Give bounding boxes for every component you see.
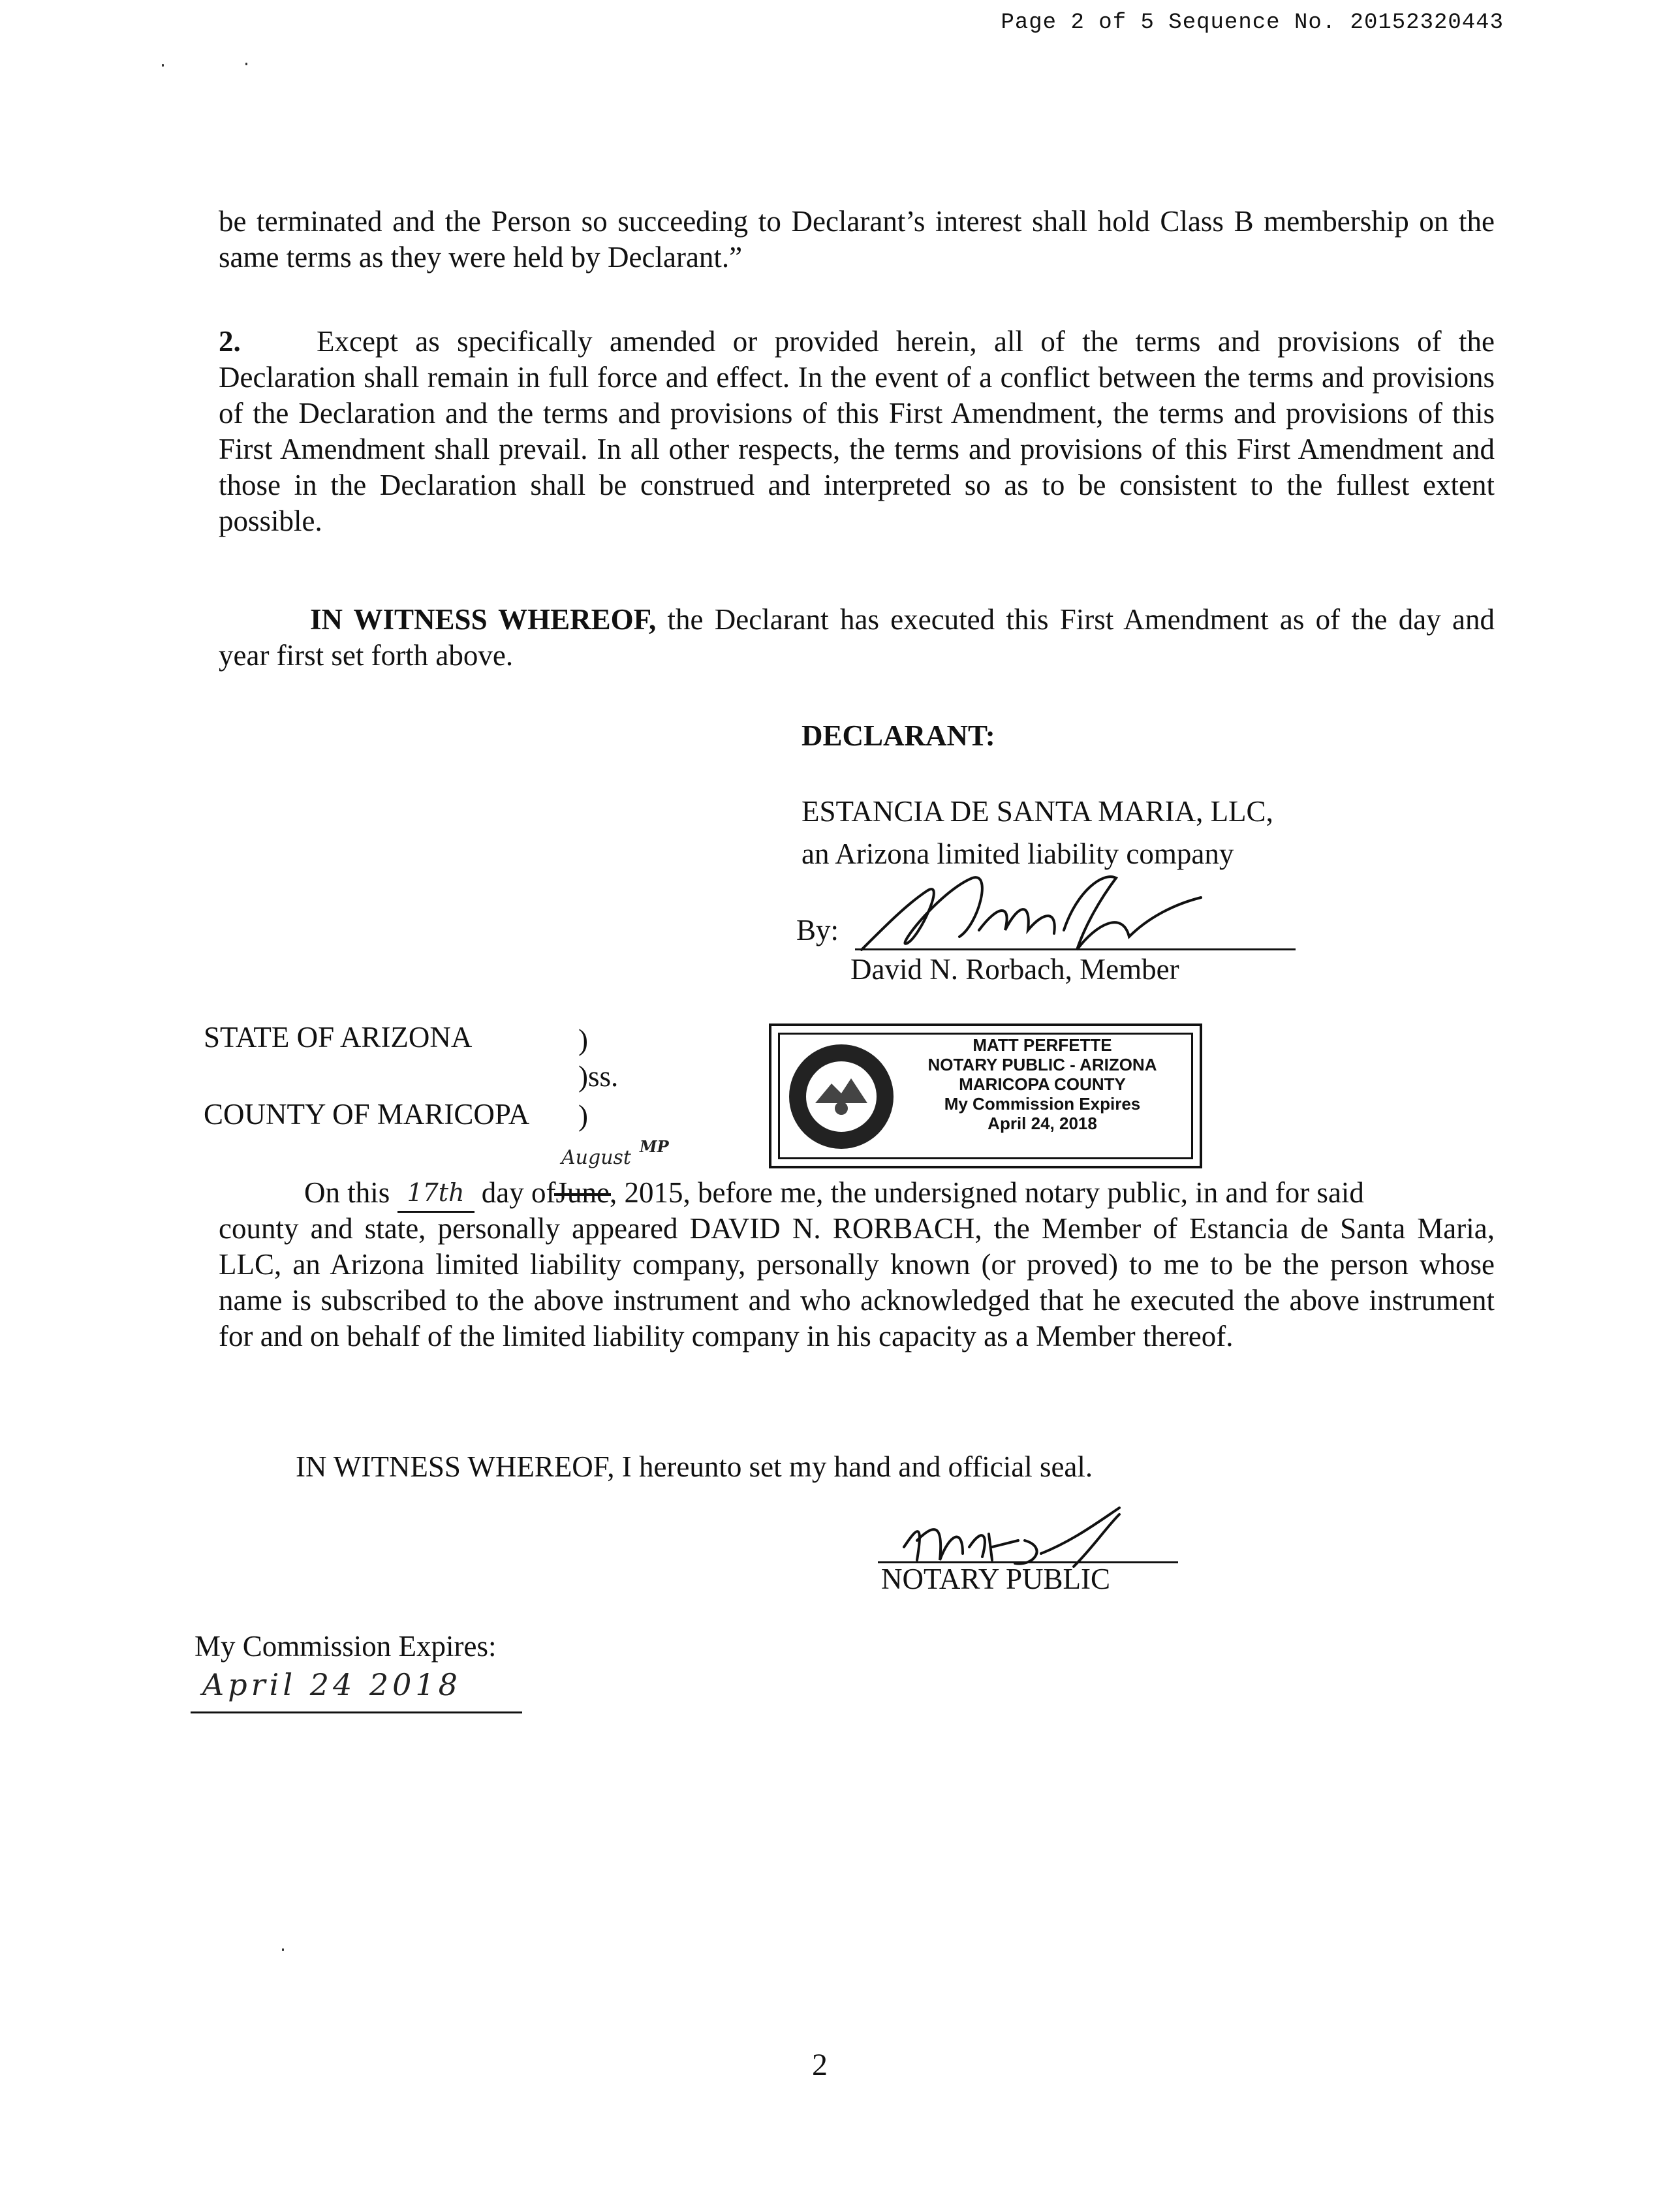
handwritten-month: August bbox=[561, 1146, 631, 1169]
notary-stamp bbox=[769, 1023, 1202, 1168]
ack-day-of: day of bbox=[481, 1176, 556, 1209]
section-2-paragraph bbox=[219, 324, 1495, 539]
handwritten-day: 17th bbox=[407, 1178, 465, 1207]
section-2-text: Except as specifically amended or provided herein, all of the terms and provisions of the Declaration shall remain in full force and effect. In the event of a conflict between the terms and provisions of the Declaration and the terms and provisions of this First Amendment, the terms and provisions of this First Amendment shall prevail. In all other respects, the terms and provisions of this First Amendment and those in the Declaration shall be construed and interpreted so as to be consistent to the fullest extent possible. bbox=[219, 325, 1495, 537]
stamp-notary-name: MATT PERFETTE bbox=[972, 1035, 1112, 1055]
scan-speck bbox=[162, 64, 164, 67]
commission-label: My Commission Expires: bbox=[194, 1630, 497, 1663]
stamp-county: MARICOPA COUNTY bbox=[959, 1074, 1126, 1094]
signer-name: David N. Rorbach, Member bbox=[850, 953, 1179, 986]
commission-date-line bbox=[191, 1711, 522, 1713]
venue-county: COUNTY OF MARICOPA bbox=[204, 1098, 530, 1131]
notary-public-label: NOTARY PUBLIC bbox=[881, 1563, 1111, 1595]
page-number: 2 bbox=[812, 2048, 828, 2082]
stamp-text bbox=[895, 1035, 1189, 1133]
acknowledgment-first-line bbox=[304, 1175, 1364, 1214]
day-blank bbox=[397, 1174, 474, 1213]
handwritten-commission-date: April 24 2018 bbox=[202, 1667, 461, 1702]
state-seal-icon bbox=[786, 1038, 897, 1155]
section-number: 2. bbox=[219, 325, 241, 358]
page-header: Page 2 of 5 Sequence No. 20152320443 bbox=[1001, 10, 1504, 35]
witness-clause-notary: IN WITNESS WHEREOF, I hereunto set my hand and official seal. bbox=[296, 1450, 1093, 1483]
stamp-expires-label: My Commission Expires bbox=[944, 1094, 1141, 1114]
witness-clause-declarant bbox=[219, 602, 1495, 674]
continuation-paragraph: be terminated and the Person so succeeding to Declarant’s interest shall hold Class B membership on the same terms as they were held by Declarant.” bbox=[219, 205, 1495, 273]
declarant-heading: DECLARANT: bbox=[801, 719, 995, 752]
ack-rest-first-line: , 2015, before me, the undersigned notary public, in and for said bbox=[609, 1176, 1364, 1209]
scan-speck bbox=[245, 63, 247, 65]
by-label: By: bbox=[796, 914, 839, 946]
venue-paren: ) bbox=[578, 1099, 588, 1132]
declarant-signature bbox=[848, 865, 1214, 963]
venue-state: STATE OF ARIZONA bbox=[204, 1021, 473, 1054]
company-name: ESTANCIA DE SANTA MARIA, LLC, bbox=[801, 795, 1273, 828]
acknowledgment-body: county and state, personally appeared DAVID N. RORBACH, the Member of Estancia de Santa Maria, LLC, an Arizona limited liability company, personally known (or proved) to me to be the person whose name is subscribed to the above instrument and who acknowledged that he executed the above instrument for and on behalf of the limited liability company in his capacity as a Member thereof. bbox=[219, 1212, 1495, 1352]
witness-lead: IN WITNESS WHEREOF, bbox=[310, 603, 657, 636]
witness-rest: the Declarant has executed this First Amendment as of the day and year first set forth above. bbox=[219, 603, 1495, 672]
ack-on-this: On this bbox=[304, 1176, 390, 1209]
company-type: an Arizona limited liability company bbox=[801, 837, 1234, 870]
handwritten-initials: MP bbox=[640, 1137, 669, 1156]
venue-ss: )ss. bbox=[578, 1060, 619, 1093]
scan-speck bbox=[282, 1948, 284, 1951]
venue-paren: ) bbox=[578, 1023, 588, 1056]
stamp-expires-date: April 24, 2018 bbox=[988, 1114, 1097, 1133]
stamp-title: NOTARY PUBLIC - ARIZONA bbox=[927, 1055, 1157, 1074]
struck-month: June bbox=[555, 1176, 610, 1209]
